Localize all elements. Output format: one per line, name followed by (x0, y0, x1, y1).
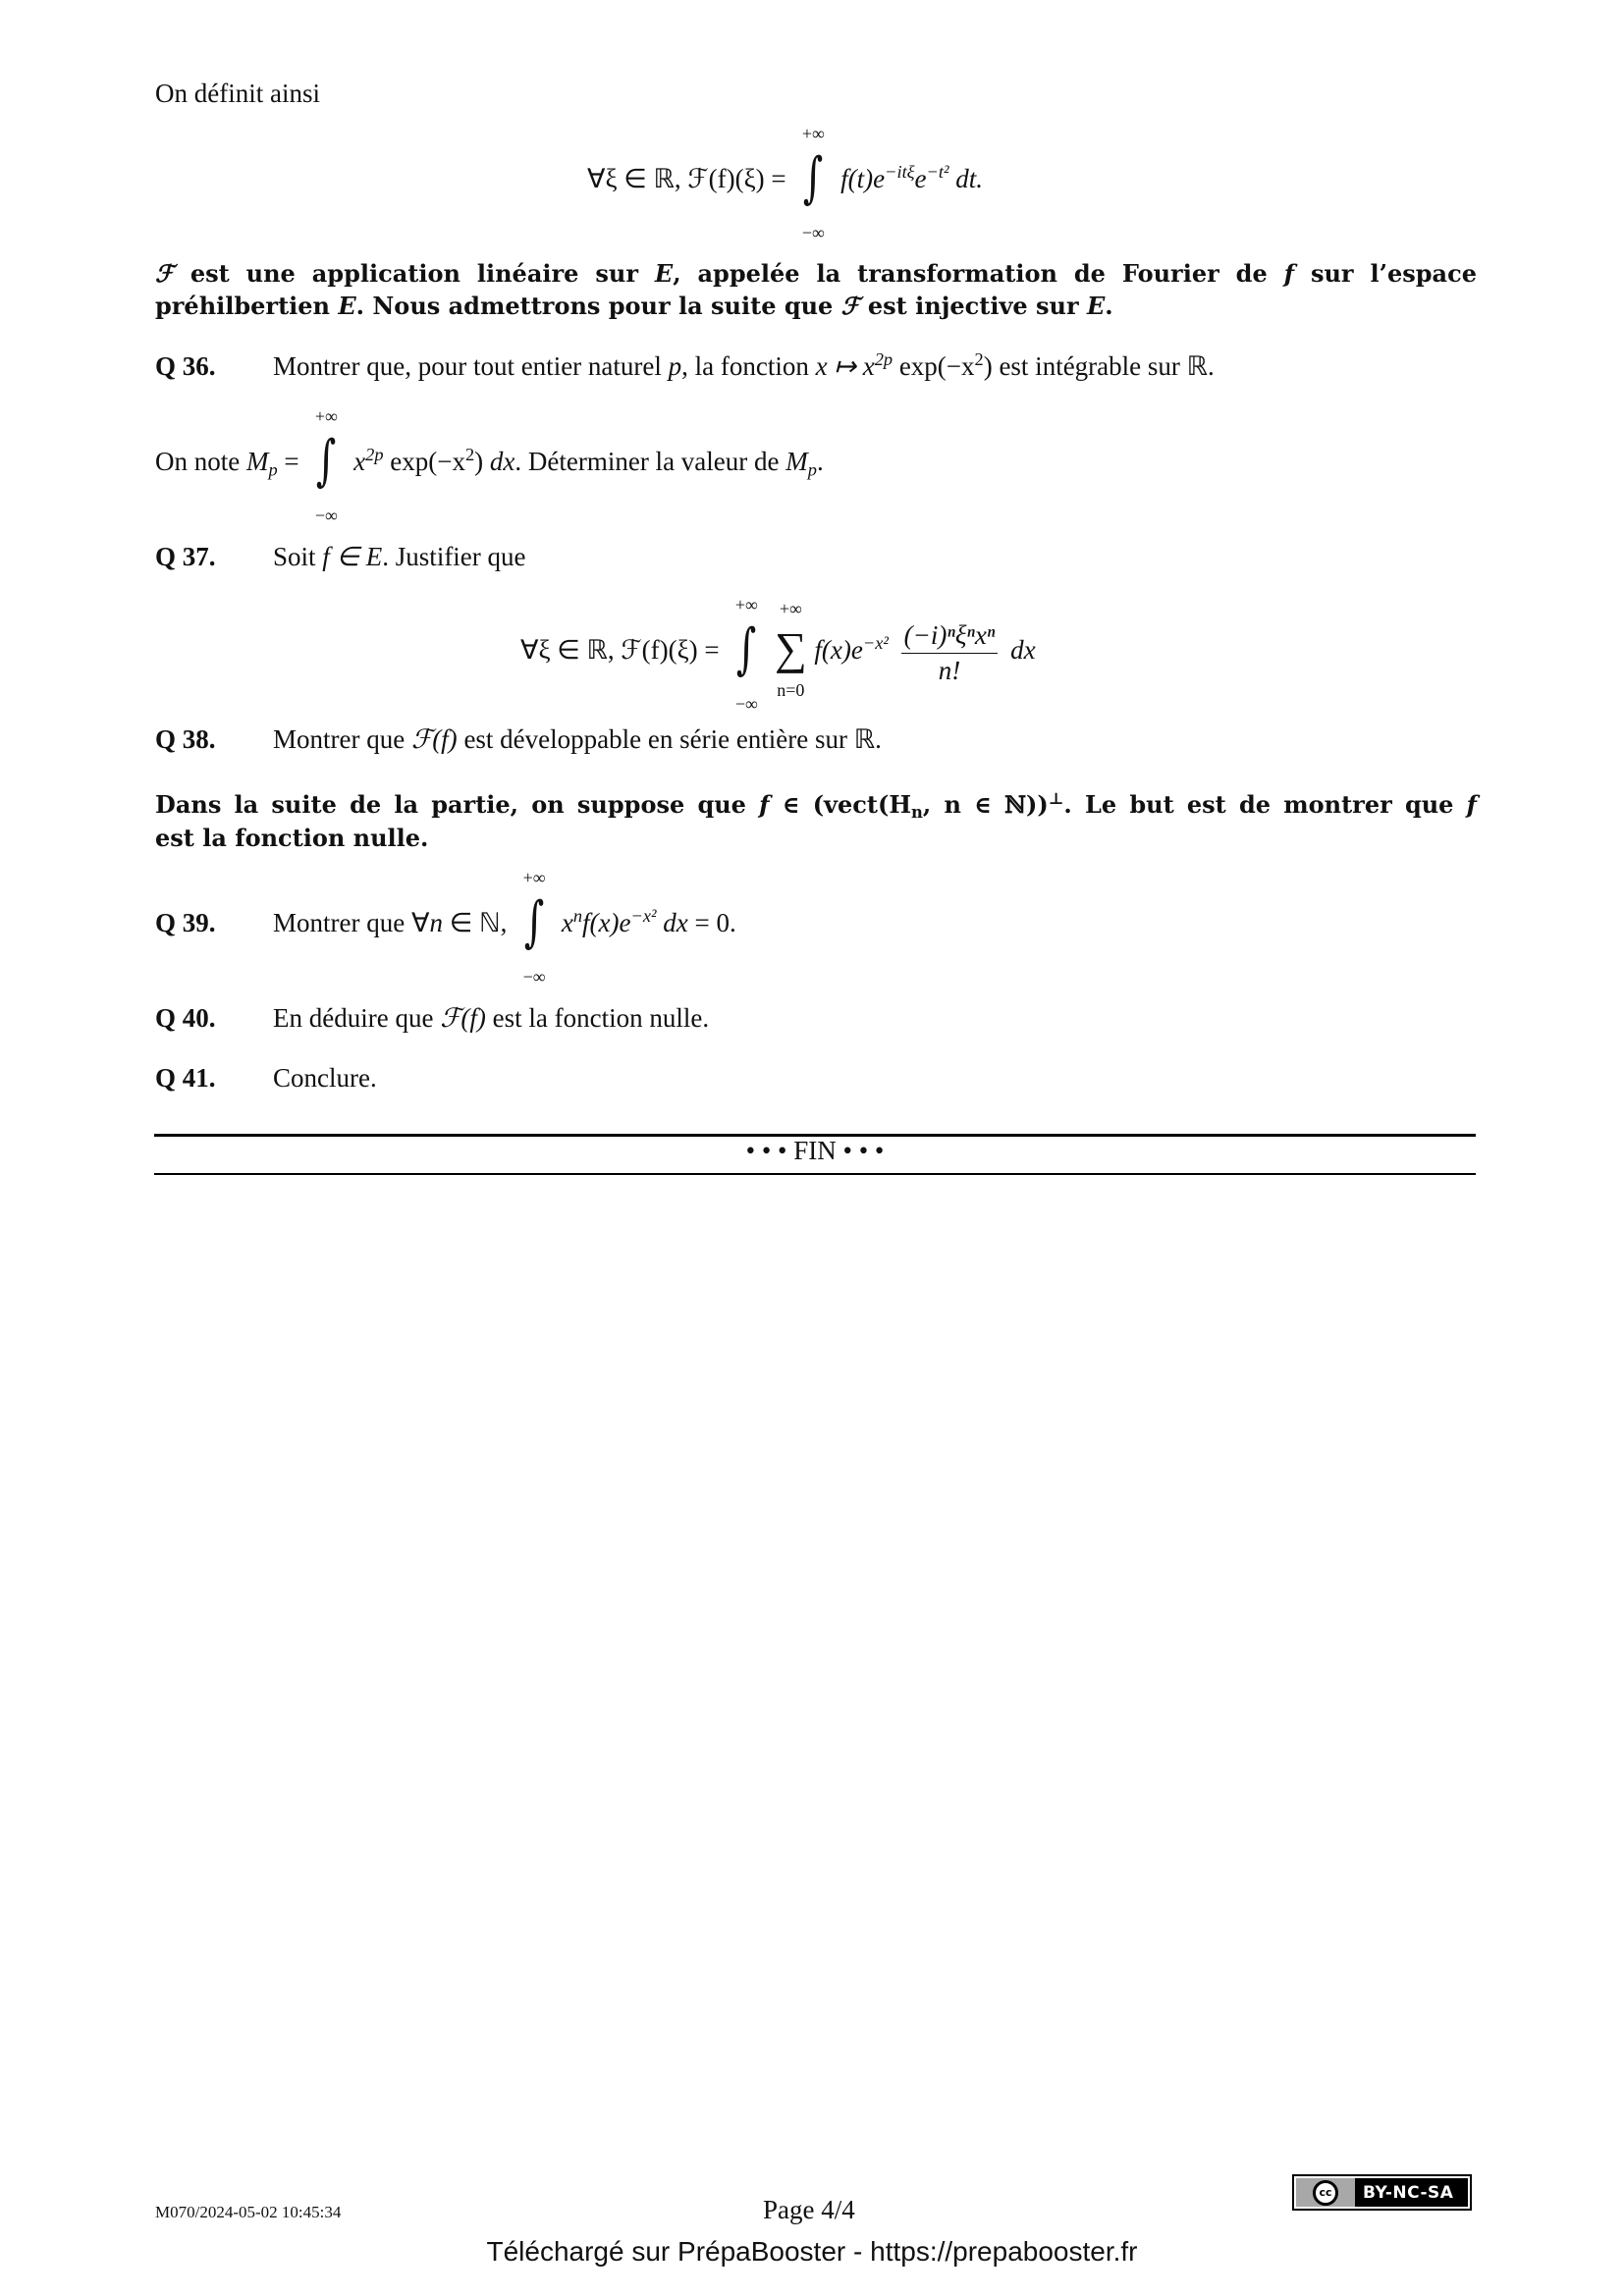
license-badge (1294, 2176, 1470, 2209)
math-sub: n (911, 802, 923, 822)
sum-sign (769, 599, 812, 700)
text-fragment: ∈ ℕ, (442, 908, 508, 938)
text-fragment: . Nous admettrons pour la suite que (355, 292, 841, 320)
math-exp: −x² (862, 633, 889, 654)
license-text: BY-NC-SA (1363, 2182, 1454, 2203)
math-var: p (668, 351, 682, 381)
function-symbol: f (1466, 790, 1477, 819)
fin-dots-left: • • • (745, 1136, 787, 1165)
integral-lower-bound: −∞ (801, 223, 825, 242)
math-dx: dx (489, 447, 515, 477)
text-fragment: exp(−x (383, 447, 465, 477)
integral-lower-bound: −∞ (522, 967, 546, 987)
formula-lhs: ∀ξ ∈ ℝ, ℱ(f)(ξ) = (520, 635, 720, 666)
text-fragment: , n ∈ ℕ)) (922, 790, 1049, 819)
text-fragment: préhilbertien (155, 292, 339, 320)
math-expr: f(x)e (582, 908, 631, 938)
formula-tail: dt. (955, 164, 984, 194)
text-fragment: Montrer que ∀ (273, 908, 430, 938)
formula-integrand: f(t)e (840, 164, 886, 194)
space-symbol: E (654, 259, 674, 288)
text-fragment: , appelée la transformation de Fourier de (673, 259, 1284, 288)
integral-sign: +∞ ∫ −∞ (309, 420, 343, 508)
text-fragment: = (277, 447, 299, 477)
formula-exp1: −itξ (885, 162, 915, 183)
text-fragment: Soit (273, 542, 323, 571)
text-fragment: Dans la suite de la partie, on suppose que (155, 790, 760, 819)
math-sub: p (268, 459, 278, 480)
math-expr: x ↦ x (815, 351, 875, 381)
formula-e2: e (914, 164, 927, 194)
space-symbol: E (1087, 292, 1106, 320)
function-symbol: f (759, 790, 770, 819)
math-expr: ℱ(f) (440, 1003, 486, 1033)
math-var: M (245, 447, 269, 477)
text-fragment: est la fonction nulle. (485, 1003, 710, 1033)
bottom-rule (154, 1173, 1476, 1175)
sum-upper-bound: +∞ (779, 599, 802, 618)
question-text-40 (273, 1003, 709, 1034)
integral-upper-bound: +∞ (522, 868, 546, 887)
math-exp: 2 (464, 445, 475, 465)
sum-symbol: ∑ (774, 623, 807, 673)
integral-upper-bound: +∞ (801, 124, 825, 143)
fin-marker (154, 1136, 1476, 1166)
math-exp: 2p (874, 348, 893, 369)
text-fragment: exp(−x (893, 351, 975, 381)
cc-icon: cc (1313, 2180, 1338, 2206)
text-fragment: sur l’espace (1294, 259, 1477, 288)
text-fragment: = 0. (687, 908, 736, 938)
text-fragment: ) est intégrable sur ℝ. (983, 351, 1215, 381)
fourier-definition-formula (587, 124, 984, 242)
sum-lower-bound: n=0 (777, 680, 805, 700)
fraction-numerator: (−i)ⁿξⁿxⁿ (901, 620, 999, 654)
question-label-37: Q 37. (155, 542, 216, 571)
intro-text: On définit ainsi (155, 79, 320, 108)
formula-integrand: f(x)e (814, 635, 863, 666)
text-fragment: ) (474, 447, 490, 477)
text-fragment: Montrer que (273, 724, 411, 754)
fraction (901, 620, 999, 686)
question-text-38 (273, 724, 882, 755)
math-expr: ℱ(f) (410, 724, 458, 754)
math-exp: ⊥ (1048, 789, 1064, 809)
text-fragment: En déduire que (273, 1003, 441, 1033)
question-label-40: Q 40. (155, 1003, 216, 1033)
bold-paragraph2-line1 (155, 789, 1477, 822)
text-fragment: . Le but est de montrer que (1063, 790, 1467, 819)
math-var: M (785, 447, 808, 477)
integral-sign: +∞ ∫ −∞ (796, 137, 830, 226)
question-label-39: Q 39. (155, 908, 216, 937)
text-fragment: On note (155, 447, 246, 477)
integral-lower-bound: −∞ (734, 694, 758, 714)
math-exp: 2p (365, 445, 384, 465)
text-fragment: . Justifier que (382, 542, 526, 571)
question-text-37 (273, 542, 526, 572)
download-source[interactable]: Téléchargé sur PrépaBooster - https://prepabooster.fr (486, 2236, 1138, 2267)
text-fragment: . (816, 447, 824, 477)
integral-upper-bound: +∞ (734, 595, 758, 614)
bold-paragraph-line1 (155, 259, 1477, 288)
text-fragment: ∈ (vect(H (769, 790, 911, 819)
space-symbol: E (338, 292, 356, 320)
integral-lower-bound: −∞ (314, 506, 338, 525)
question-text-39 (273, 868, 736, 987)
text-fragment: . (1105, 292, 1113, 320)
document-id: M070/2024-05-02 10:45:34 (155, 2203, 342, 2221)
math-exp: 2 (974, 348, 984, 369)
question-label-36: Q 36. (155, 351, 216, 381)
formula-exp2: −t² (926, 162, 949, 183)
question-label-41: Q 41. (155, 1063, 216, 1093)
text-fragment: est injective sur (859, 292, 1087, 320)
math-expr: f ∈ E (322, 542, 383, 571)
bold-paragraph2-line2: est la fonction nulle. (155, 824, 429, 852)
mp-definition-line (155, 406, 824, 525)
math-dx: dx (663, 908, 688, 938)
formula-tail: dx (1010, 635, 1036, 666)
page-number: Page 4/4 (763, 2195, 855, 2224)
text-fragment: Montrer que, pour tout entier naturel (273, 351, 669, 381)
formula-lhs: ∀ξ ∈ ℝ, ℱ(f)(ξ) = (587, 164, 786, 194)
text-fragment: est une application linéaire sur (173, 259, 655, 288)
question-text-36 (273, 348, 1215, 382)
math-exp: n (572, 906, 582, 927)
text-fragment: est développable en série entière sur ℝ. (457, 724, 882, 754)
fourier-symbol: ℱ (840, 292, 860, 320)
integral-sign: +∞ ∫ −∞ (730, 609, 763, 697)
integral-upper-bound: +∞ (314, 406, 338, 426)
text-fragment: , la fonction (681, 351, 816, 381)
math-exp: −x² (630, 906, 657, 927)
bold-paragraph-line2 (155, 292, 1113, 320)
text-fragment: . Déterminer la valeur de (514, 447, 786, 477)
math-sub: p (807, 459, 817, 480)
fourier-symbol: ℱ (155, 259, 174, 288)
fin-label: FIN (793, 1136, 837, 1165)
math-var: x (353, 447, 366, 477)
math-var: n (429, 908, 443, 938)
series-integral-formula (520, 595, 1036, 714)
fraction-denominator: n! (938, 655, 961, 685)
integral-sign: +∞ ∫ −∞ (517, 881, 551, 970)
function-symbol: f (1283, 259, 1295, 288)
fin-dots-right: • • • (842, 1136, 885, 1165)
math-var: x (561, 908, 573, 938)
question-label-38: Q 38. (155, 724, 216, 754)
question-text-41: Conclure. (273, 1063, 377, 1093)
